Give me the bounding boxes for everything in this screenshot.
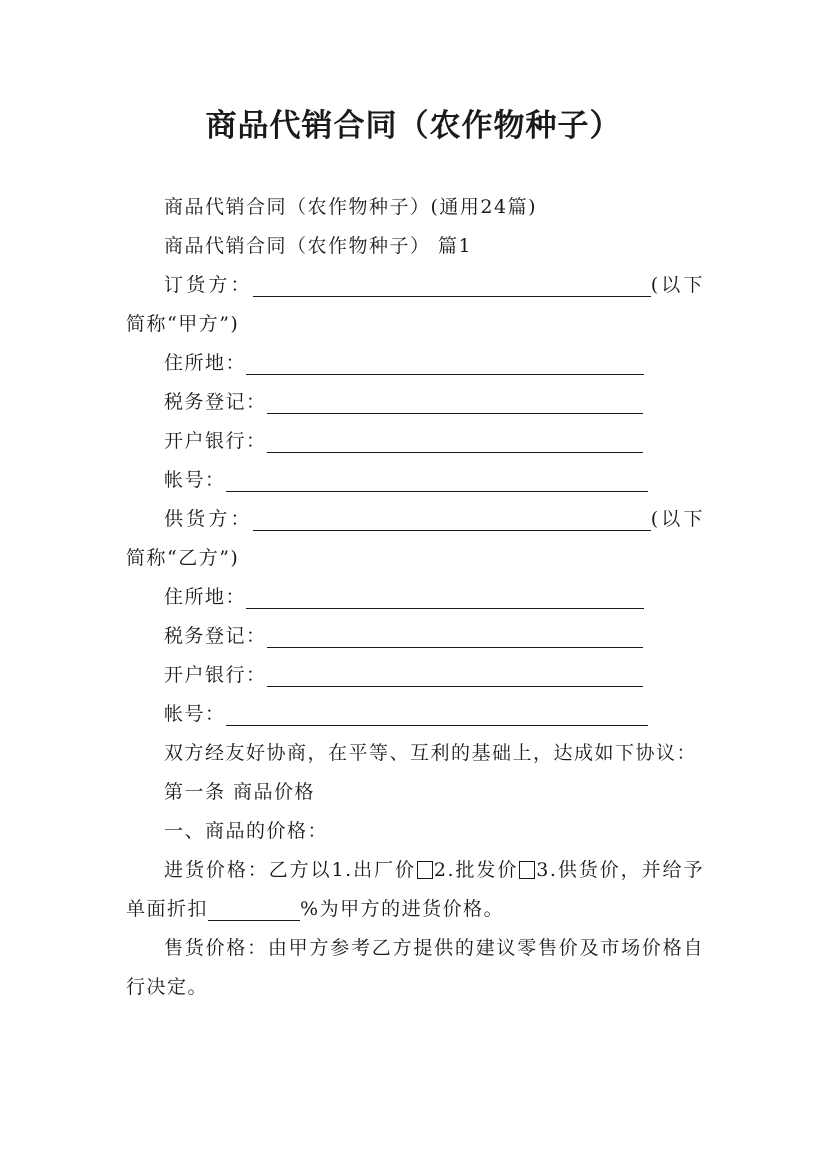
document-subtitle: 商品代销合同（农作物种子）(通用24篇) <box>164 196 538 218</box>
sale-price-paragraph: 售货价格：由甲方参考乙方提供的建议零售价及市场价格自行决定。 <box>126 937 704 998</box>
buyer-suffix: (以下简称“甲方”) <box>126 274 704 335</box>
buyer-tax-label: 税务登记： <box>164 391 267 413</box>
seller-tax-blank[interactable] <box>267 621 643 648</box>
seller-account-label: 帐号： <box>164 703 226 725</box>
document-body <box>126 188 704 1007</box>
buyer-account-line <box>126 461 704 500</box>
buyer-label: 订货方： <box>164 274 253 296</box>
agreement-paragraph: 双方经友好协商，在平等、互利的基础上，达成如下协议： <box>164 742 698 764</box>
seller-address-blank[interactable] <box>246 582 644 609</box>
seller-bank-label: 开户银行： <box>164 664 267 686</box>
buyer-tax-blank[interactable] <box>267 387 643 414</box>
buyer-address-label: 住所地： <box>164 352 247 374</box>
purchase-price-prefix: 进货价格：乙方以 <box>164 859 332 881</box>
purchase-price-suffix: %为甲方的进货价格。 <box>300 898 505 920</box>
seller-name-blank[interactable] <box>253 504 651 531</box>
buyer-line <box>126 266 704 344</box>
seller-label: 供货方： <box>164 508 253 530</box>
buyer-tax-line <box>126 383 704 422</box>
seller-bank-line <box>126 656 704 695</box>
seller-suffix: (以下简称“乙方”) <box>126 508 704 569</box>
checkbox-wholesale-price[interactable] <box>519 861 535 879</box>
option-wholesale-price: 2.批发价 <box>433 859 519 881</box>
buyer-bank-blank[interactable] <box>267 426 643 453</box>
seller-account-line <box>126 695 704 734</box>
discount-blank[interactable] <box>208 894 300 921</box>
article1-heading: 第一条 商品价格 <box>164 781 316 803</box>
seller-bank-blank[interactable] <box>267 660 643 687</box>
buyer-bank-label: 开户银行： <box>164 430 267 452</box>
seller-tax-line <box>126 617 704 656</box>
buyer-account-label: 帐号： <box>164 469 226 491</box>
seller-account-blank[interactable] <box>226 699 648 726</box>
buyer-bank-line <box>126 422 704 461</box>
checkbox-factory-price[interactable] <box>417 861 433 879</box>
seller-tax-label: 税务登记： <box>164 625 267 647</box>
section1-heading: 一、商品的价格： <box>164 820 329 842</box>
buyer-account-blank[interactable] <box>226 465 648 492</box>
buyer-name-blank[interactable] <box>253 270 651 297</box>
buyer-address-line <box>126 344 704 383</box>
option-factory-price: 1.出厂价 <box>331 859 416 881</box>
option-supply-price: 3.供货价，并给予单面折扣 <box>126 859 704 920</box>
seller-address-label: 住所地： <box>164 586 247 608</box>
purchase-price-paragraph <box>126 851 704 929</box>
document-title: 商品代销合同（农作物种子） <box>205 108 622 144</box>
part-heading: 商品代销合同（农作物种子） 篇1 <box>164 235 473 257</box>
seller-address-line <box>126 578 704 617</box>
seller-line <box>126 500 704 578</box>
buyer-address-blank[interactable] <box>246 348 644 375</box>
